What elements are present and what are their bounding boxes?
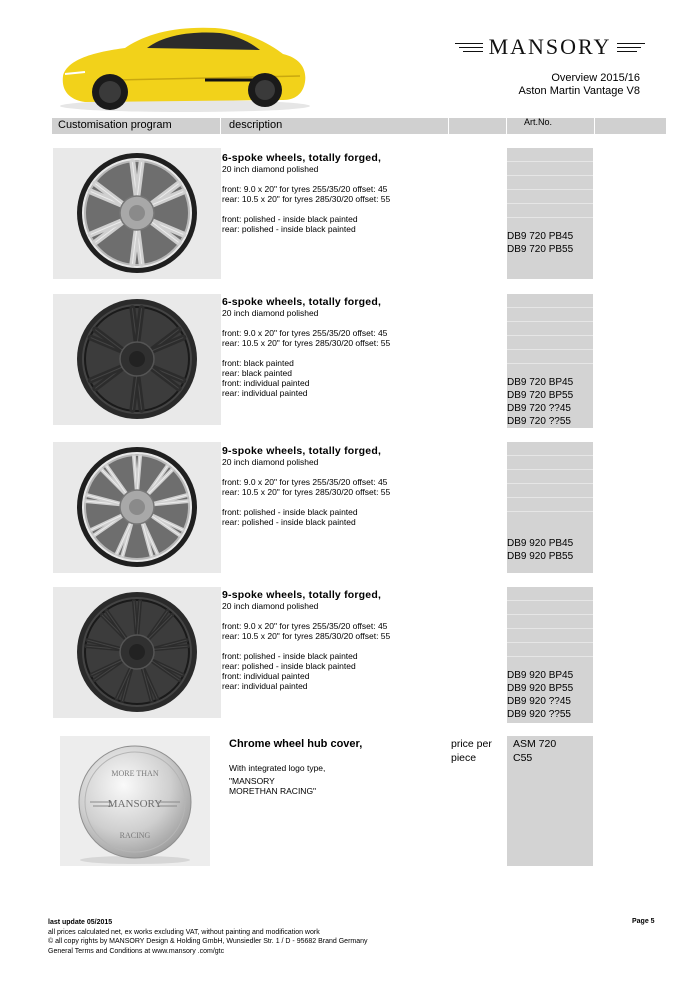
- wheel-subtitle: 20 inch diamond polished: [222, 457, 319, 467]
- column-header-art-no: Art.No.: [524, 117, 553, 127]
- finish-line: front: polished - inside black painted: [222, 651, 358, 661]
- art-no: DB9 720 ??45: [507, 403, 571, 414]
- wheel-title: 9-spoke wheels, totally forged,: [222, 589, 382, 601]
- header-divider: [506, 118, 507, 134]
- hub-description: [229, 763, 325, 796]
- art-no: DB9 720 BP55: [507, 390, 574, 401]
- hub-title: Chrome wheel hub cover,: [229, 738, 363, 750]
- wheel-description: [222, 152, 390, 234]
- header-divider: [220, 118, 221, 134]
- footer-terms-link[interactable]: General Terms and Conditions at www.mansory .com/gtc: [48, 947, 225, 955]
- column-header-description: description: [229, 119, 283, 131]
- rear-spec: rear: 10.5 x 20" for tyres 285/30/20 offset: 55: [222, 487, 391, 497]
- cap-text-top: MORE THAN: [111, 769, 159, 778]
- model-title: Aston Martin Vantage V8: [518, 85, 640, 97]
- art-no: DB9 920 PB45: [507, 538, 574, 549]
- art-no-box: [507, 148, 593, 279]
- art-no: DB9 920 BP45: [507, 670, 574, 681]
- finish-line: front: individual painted: [222, 378, 310, 388]
- finish-line: rear: polished - inside black painted: [222, 517, 356, 527]
- hub-line: With integrated logo type,: [229, 763, 326, 773]
- art-no-box: [507, 736, 593, 866]
- hub-line: MORETHAN RACING": [229, 786, 317, 796]
- mansory-logo: [455, 32, 645, 62]
- finish-line: rear: individual painted: [222, 388, 308, 398]
- overview-title: Overview 2015/16: [551, 72, 640, 84]
- price-label: [451, 737, 492, 765]
- footer-update: last update 05/2015: [48, 919, 113, 926]
- hub-line: "MANSORY: [229, 776, 275, 786]
- wheel-subtitle: 20 inch diamond polished: [222, 601, 319, 611]
- page-number: Page 5: [632, 918, 655, 925]
- footer: [48, 918, 368, 956]
- wheel-image: [53, 148, 221, 279]
- brand-name: MANSORY: [488, 34, 612, 59]
- wheel-image: [53, 587, 221, 718]
- art-no: DB9 920 BP55: [507, 683, 574, 694]
- art-no: DB9 720 BP45: [507, 377, 574, 388]
- wheel-subtitle: 20 inch diamond polished: [222, 164, 319, 174]
- rear-spec: rear: 10.5 x 20" for tyres 285/30/20 offset: 55: [222, 631, 391, 641]
- art-no-line: C55: [513, 752, 533, 764]
- wheel-description: [222, 445, 390, 527]
- wheel-title: 6-spoke wheels, totally forged,: [222, 152, 382, 164]
- header-divider: [448, 118, 449, 134]
- front-spec: front: 9.0 x 20" for tyres 255/35/20 offset: 45: [222, 621, 388, 631]
- finish-line: front: black painted: [222, 358, 294, 368]
- finish-line: rear: individual painted: [222, 681, 308, 691]
- header-divider: [594, 118, 595, 134]
- wheel-description: [222, 296, 390, 398]
- cap-text-bottom: RACING: [119, 831, 151, 840]
- hub-art-no: [513, 737, 556, 765]
- cap-text-mid: MANSORY: [107, 798, 163, 810]
- art-no-box: [507, 442, 593, 573]
- column-header-program: Customisation program: [58, 119, 172, 131]
- footer-line: all prices calculated net, ex works excluding VAT, without painting and modification work: [48, 928, 320, 936]
- price-label-line: price per: [451, 738, 492, 750]
- art-no: DB9 720 PB55: [507, 244, 574, 255]
- wheel-title: 9-spoke wheels, totally forged,: [222, 445, 382, 457]
- wheel-image: [53, 294, 221, 425]
- rear-spec: rear: 10.5 x 20" for tyres 285/30/20 offset: 55: [222, 338, 391, 348]
- finish-line: rear: black painted: [222, 368, 292, 378]
- finish-line: front: polished - inside black painted: [222, 214, 358, 224]
- finish-line: rear: polished - inside black painted: [222, 661, 356, 671]
- wheel-subtitle: 20 inch diamond polished: [222, 308, 319, 318]
- art-no: DB9 920 ??55: [507, 709, 571, 720]
- wheel-title: 6-spoke wheels, totally forged,: [222, 296, 382, 308]
- footer-line: © all copy rights by MANSORY Design & Holding GmbH, Wunsiedler Str. 1 / D - 95682 Brand Germany: [48, 938, 368, 945]
- finish-line: front: individual painted: [222, 671, 310, 681]
- front-spec: front: 9.0 x 20" for tyres 255/35/20 offset: 45: [222, 477, 388, 487]
- art-no: DB9 720 ??55: [507, 416, 571, 427]
- car-image: [55, 14, 310, 114]
- art-no-box: [507, 587, 593, 723]
- hub-cover-image: [60, 736, 210, 866]
- price-label-line: piece: [451, 752, 477, 764]
- art-no-box: [507, 294, 593, 428]
- art-no: DB9 920 ??45: [507, 696, 571, 707]
- front-spec: front: 9.0 x 20" for tyres 255/35/20 offset: 45: [222, 184, 388, 194]
- front-spec: front: 9.0 x 20" for tyres 255/35/20 offset: 45: [222, 328, 388, 338]
- art-no: DB9 720 PB45: [507, 231, 574, 242]
- art-no: DB9 920 PB55: [507, 551, 574, 562]
- art-no-line: ASM 720: [513, 738, 557, 750]
- wheel-image: [53, 442, 221, 573]
- finish-line: rear: polished - inside black painted: [222, 224, 356, 234]
- finish-line: front: polished - inside black painted: [222, 507, 358, 517]
- rear-spec: rear: 10.5 x 20" for tyres 285/30/20 offset: 55: [222, 194, 391, 204]
- wheel-description: [222, 589, 390, 691]
